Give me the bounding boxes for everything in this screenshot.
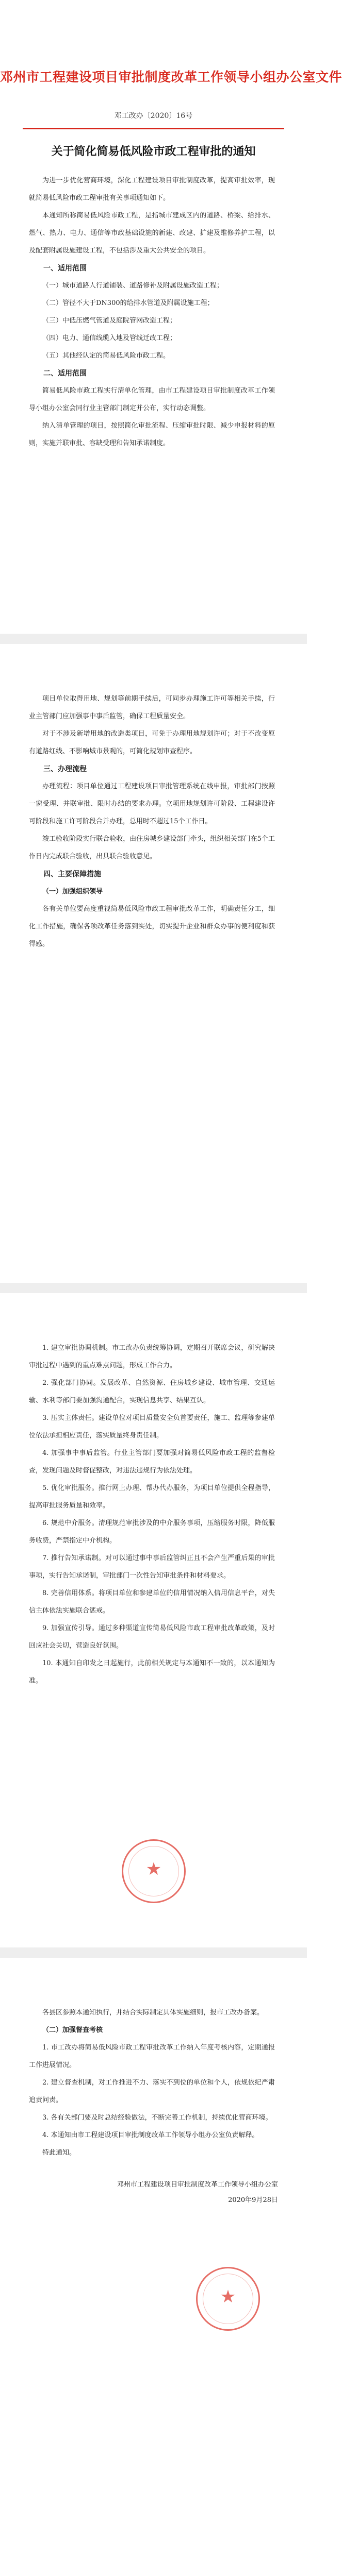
- signature-organization: 邓州市工程建设项目审批制度改革工作领导小组办公室: [117, 2181, 278, 2189]
- paragraph: 各有关单位要高度重视简易低风险市政工程审批改革工作，明确责任分工，细化工作措施，确保各项改革任务落到实处，切实提升企业和群众办事的便利度和获得感。: [29, 905, 275, 948]
- section-heading: 一、适用范围: [43, 264, 87, 273]
- page-gap: [0, 1283, 307, 1293]
- paragraph: 项目单位取得用地、规划等前期手续后，可同步办理施工许可等相关手续，行业主管部门应加强事中事后监管，确保工程质量安全。: [29, 695, 275, 720]
- section-heading: 三、办理流程: [43, 765, 87, 773]
- list-item: 7. 推行告知承诺制。对可以通过事中事后监管纠正且不会产生严重后果的审批事项，实行告知承诺制，审批部门一次性告知审批条件和材料要求。: [29, 1554, 275, 1580]
- list-item: 10. 本通知自印发之日起施行，此前相关规定与本通知不一致的，以本通知为准。: [29, 1659, 275, 1685]
- page-2: [0, 644, 307, 1283]
- list-item: 2. 建立督查机制，对工作推进不力、落实不到位的单位和个人，依规依纪严肃追责问责。: [29, 2079, 275, 2104]
- subsection-heading: （二）加强督查考核: [42, 2026, 103, 2034]
- document-number: 邓工改办〔2020〕16号: [114, 112, 193, 120]
- list-item: （二）管径不大于DN300的给排水管道及附属设施工程；: [42, 299, 214, 307]
- official-seal: [122, 1839, 186, 1903]
- paragraph: 为进一步优化营商环境，深化工程建设项目审批制度改革，提高审批效率，现就简易低风险市政工程审批有关事项通知如下。: [29, 177, 275, 202]
- list-item: 1. 市工改办将简易低风险市政工程审批改革工作纳入年度考核内容，定期通报工作进展情况。: [29, 2044, 275, 2069]
- page-1: [0, 0, 342, 634]
- paragraph: 办理流程：项目单位通过工程建设项目审批管理系统在线申报，审批部门按照一窗受理、并联审批、限时办结的要求办理。立项用地规划许可阶段、工程建设许可阶段和施工许可阶段合并办理，总用时不超过15个工作日。: [29, 783, 275, 825]
- page-gap: [0, 1947, 307, 1958]
- list-item: 4. 本通知由市工程建设项目审批制度改革工作领导小组办公室负责解释。: [42, 2131, 259, 2139]
- page-3: [0, 1293, 307, 1947]
- section-heading: 四、主要保障措施: [43, 870, 101, 878]
- list-item: （四）电力、通信线缆入地及管线迁改工程；: [42, 334, 177, 342]
- list-item: （三）中低压燃气管道及庭院管网改造工程；: [42, 317, 177, 325]
- list-item: （一）城市道路人行道铺装、道路修补及附属设施改造工程；: [42, 282, 224, 290]
- paragraph: 纳入清单管理的项目，按照简化审批流程、压缩审批时限、减少申报材料的原则，实施并联审批、容缺受理和告知承诺制度。: [29, 422, 275, 447]
- signature-date: 2020年9月28日: [228, 2196, 278, 2204]
- list-item: 4. 加强事中事后监管。行业主管部门要加强对简易低风险市政工程的监督检查，发现问题及时督促整改，对违法违规行为依法处理。: [29, 1449, 275, 1475]
- paragraph: 对于不涉及新增用地的改造类项目，可免于办理用地规划许可；对于不改变原有道路红线、不影响城市景观的，可简化规划审查程序。: [29, 730, 275, 755]
- list-item: 8. 完善信用体系。将项目单位和参建单位的信用情况纳入信用信息平台，对失信主体依法实施联合惩戒。: [29, 1589, 275, 1615]
- list-item: 6. 规范中介服务。清理规范审批涉及的中介服务事项，压缩服务时限，降低服务收费，严禁指定中介机构。: [29, 1519, 275, 1545]
- paragraph: 各县区参照本通知执行，并结合实际制定具体实施细则，报市工改办备案。: [42, 2009, 264, 2016]
- list-item: 2. 强化部门协同。发展改革、自然资源、住房城乡建设、城市管理、交通运输、水利等部门要加强沟通配合，实现信息共享、结果互认。: [29, 1379, 275, 1404]
- paragraph: 简易低风险市政工程实行清单化管理，由市工程建设项目审批制度改革工作领导小组办公室会同行业主管部门制定并公布，实行动态调整。: [29, 387, 275, 412]
- list-item: （五）其他经认定的简易低风险市政工程。: [42, 352, 170, 360]
- red-divider: [23, 128, 284, 129]
- page-gap: [0, 634, 307, 644]
- list-item: 9. 加强宣传引导。通过多种渠道宣传简易低风险市政工程审批改革政策，及时回应社会关切，营造良好氛围。: [29, 1624, 275, 1650]
- document-masthead: 邓州市工程建设项目审批制度改革工作领导小组办公室文件: [0, 70, 342, 84]
- document-title: 关于简化简易低风险市政工程审批的通知: [51, 145, 256, 158]
- list-item: 5. 优化审批服务。推行网上办理、帮办代办服务，为项目单位提供全程指导，提高审批服务质量和效率。: [29, 1484, 275, 1510]
- subsection-heading: （一）加强组织领导: [42, 888, 103, 895]
- list-item: 3. 各有关部门要及时总结经验做法，不断完善工作机制，持续优化营商环境。: [42, 2114, 272, 2122]
- star-icon: ★: [145, 1859, 162, 1879]
- page-4: [0, 1958, 307, 2576]
- section-heading: 二、适用范围: [43, 369, 87, 378]
- paragraph: 竣工验收阶段实行联合验收，由住房城乡建设部门牵头，组织相关部门在5个工作日内完成联合验收，出具联合验收意见。: [29, 835, 275, 860]
- official-seal: [196, 2267, 260, 2331]
- list-item: 3. 压实主体责任。建设单位对项目质量安全负首要责任，施工、监理等参建单位依法承担相应责任，落实质量终身责任制。: [29, 1414, 275, 1439]
- closing-text: 特此通知。: [42, 2149, 76, 2157]
- star-icon: ★: [220, 2286, 236, 2307]
- paragraph: 本通知所称简易低风险市政工程，是指城市建成区内的道路、桥梁、给排水、燃气、热力、电力、通信等市政基础设施的新建、改建、扩建及维修养护工程，以及配套附属设施建设工程，不包括涉及重大公共安全的项目。: [29, 212, 275, 255]
- signature-block: [0, 2177, 307, 2208]
- list-item: 1. 建立审批协调机制。市工改办负责统筹协调，定期召开联席会议，研究解决审批过程中遇到的重点难点问题，形成工作合力。: [29, 1344, 275, 1369]
